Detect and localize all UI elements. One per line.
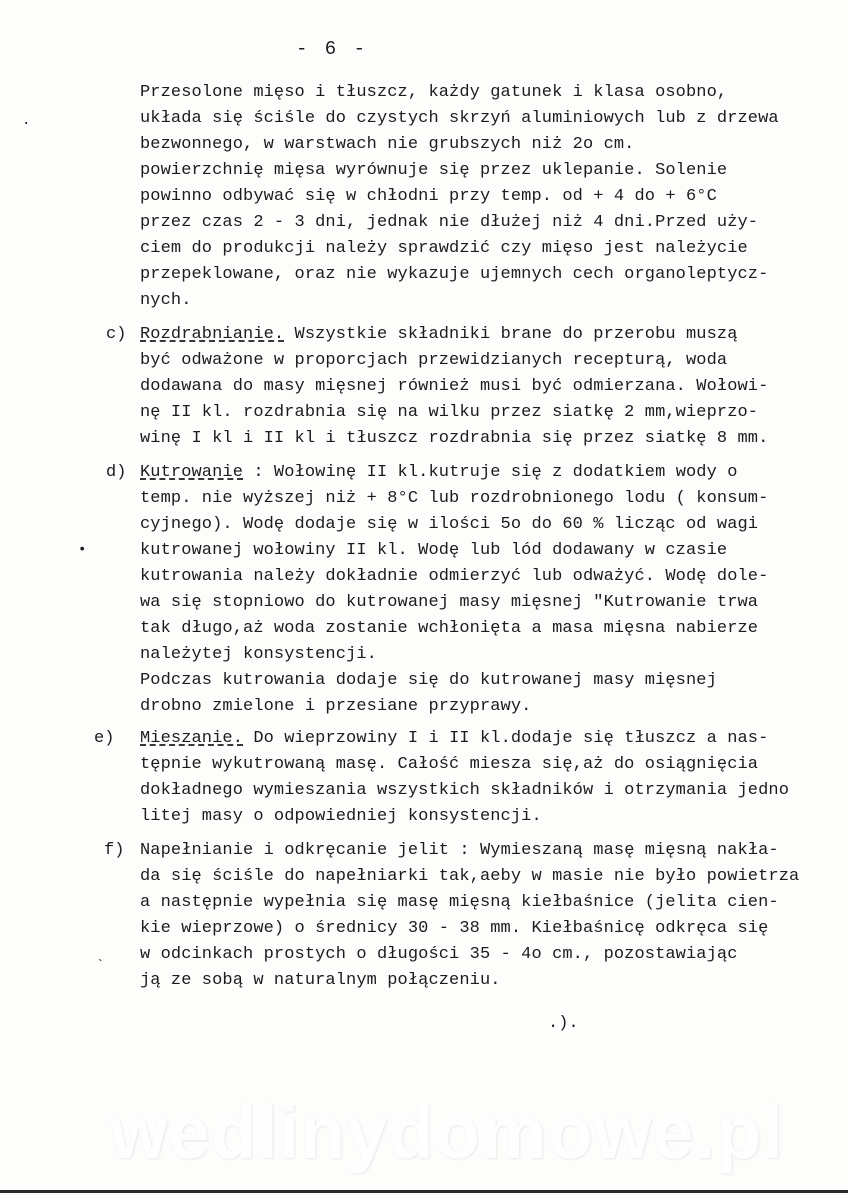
text-line: w odcinkach prostych o długości 35 - 4o cm., pozostawiając	[140, 945, 738, 964]
text-line: kie wieprzowe) o średnicy 30 - 38 mm. Kiełbaśnicę odkręca się	[140, 919, 769, 938]
text-line: powinno odbywać się w chłodni przy temp. od + 4 do + 6°C	[140, 187, 717, 206]
text-line: ją ze sobą w naturalnym połączeniu.	[140, 971, 501, 990]
text-line: być odważone w proporcjach przewidzianych recepturą, woda	[140, 351, 728, 370]
section-first-line	[140, 838, 779, 864]
text-line: tak długo,aż woda zostanie wchłonięta a masa mięsna nabierze	[140, 619, 759, 638]
section-first-rest: Wszystkie składniki brane do przerobu muszą	[284, 325, 738, 344]
text-line: układa się ściśle do czystych skrzyń aluminiowych lub z drzewa	[140, 109, 779, 128]
scan-speck: ·	[22, 116, 31, 132]
text-line: ciem do produkcji należy sprawdzić czy mięso jest należycie	[140, 239, 748, 258]
section-heading: Rozdrabnianie.	[140, 325, 285, 344]
section-heading: Napełnianie i odkręcanie jelit	[140, 841, 450, 860]
text-line: nę II kl. rozdrabnia się na wilku przez siatkę 2 mm,wieprzo-	[140, 403, 759, 422]
section-first-rest: : Wołowinę II kl.kutruje się z dodatkiem wody o	[243, 463, 738, 482]
text-line: Przesolone mięso i tłuszcz, każdy gatunek i klasa osobno,	[140, 83, 728, 102]
text-line: wa się stopniowo do kutrowanej masy mięsnej "Kutrowanie trwa	[140, 593, 759, 612]
section-letter: c)	[106, 325, 127, 344]
text-line: bezwonnego, w warstwach nie grubszych niż 2o cm.	[140, 135, 635, 154]
scan-speck: •	[78, 542, 87, 558]
text-line: dodawana do masy mięsnej również musi być odmierzana. Wołowi-	[140, 377, 769, 396]
section-first-line	[140, 322, 738, 348]
text-line: da się ściśle do napełniarki tak,aeby w masie nie było powietrza	[140, 867, 800, 886]
section-first-line	[140, 460, 738, 486]
section-letter: f)	[104, 841, 125, 860]
text-line: winę I kl i II kl i tłuszcz rozdrabnia się przez siatkę 8 mm.	[140, 429, 769, 448]
section-heading: Mieszanie.	[140, 729, 244, 748]
page-edge-line	[0, 1190, 848, 1193]
section-letter: d)	[106, 463, 127, 482]
text-line: cyjnego). Wodę dodaje się w ilości 5o do 60 % licząc od wagi	[140, 515, 759, 534]
text-line: powierzchnię mięsa wyrównuje się przez uklepanie. Solenie	[140, 161, 728, 180]
section-heading: Kutrowanie	[140, 463, 244, 482]
text-line: dokładnego wymieszania wszystkich składników i otrzymania jedno	[140, 781, 790, 800]
scan-speck: `	[96, 958, 105, 974]
text-line: kutrowania należy dokładnie odmierzyć lub odważyć. Wodę dole-	[140, 567, 769, 586]
page-number: - 6 -	[296, 38, 369, 60]
closing-mark: .).	[548, 1014, 579, 1033]
text-line: nych.	[140, 291, 192, 310]
text-line: a następnie wypełnia się masę mięsną kiełbaśnice (jelita cien-	[140, 893, 779, 912]
watermark: wedlinydomowe.pl	[110, 1091, 784, 1174]
text-line: przepeklowane, oraz nie wykazuje ujemnych cech organoleptycz-	[140, 265, 769, 284]
section-letter: e)	[94, 729, 115, 748]
text-line: należytej konsystencji.	[140, 645, 377, 664]
text-line: przez czas 2 - 3 dni, jednak nie dłużej niż 4 dni.Przed uży-	[140, 213, 759, 232]
section-first-rest: : Wymieszaną masę mięsną nakła-	[449, 841, 779, 860]
text-line: drobno zmielone i przesiane przyprawy.	[140, 697, 532, 716]
text-line: Podczas kutrowania dodaje się do kutrowanej masy mięsnej	[140, 671, 717, 690]
section-first-line	[140, 726, 768, 752]
text-line: temp. nie wyższej niż + 8°C lub rozdrobnionego lodu ( konsum-	[140, 489, 769, 508]
text-line: tępnie wykutrowaną masę. Całość miesza się,aż do osiągnięcia	[140, 755, 759, 774]
text-line: litej masy o odpowiedniej konsystencji.	[140, 807, 542, 826]
section-first-rest: Do wieprzowiny I i II kl.dodaje się tłuszcz a nas-	[243, 729, 769, 748]
text-line: kutrowanej wołowiny II kl. Wodę lub lód dodawany w czasie	[140, 541, 728, 560]
